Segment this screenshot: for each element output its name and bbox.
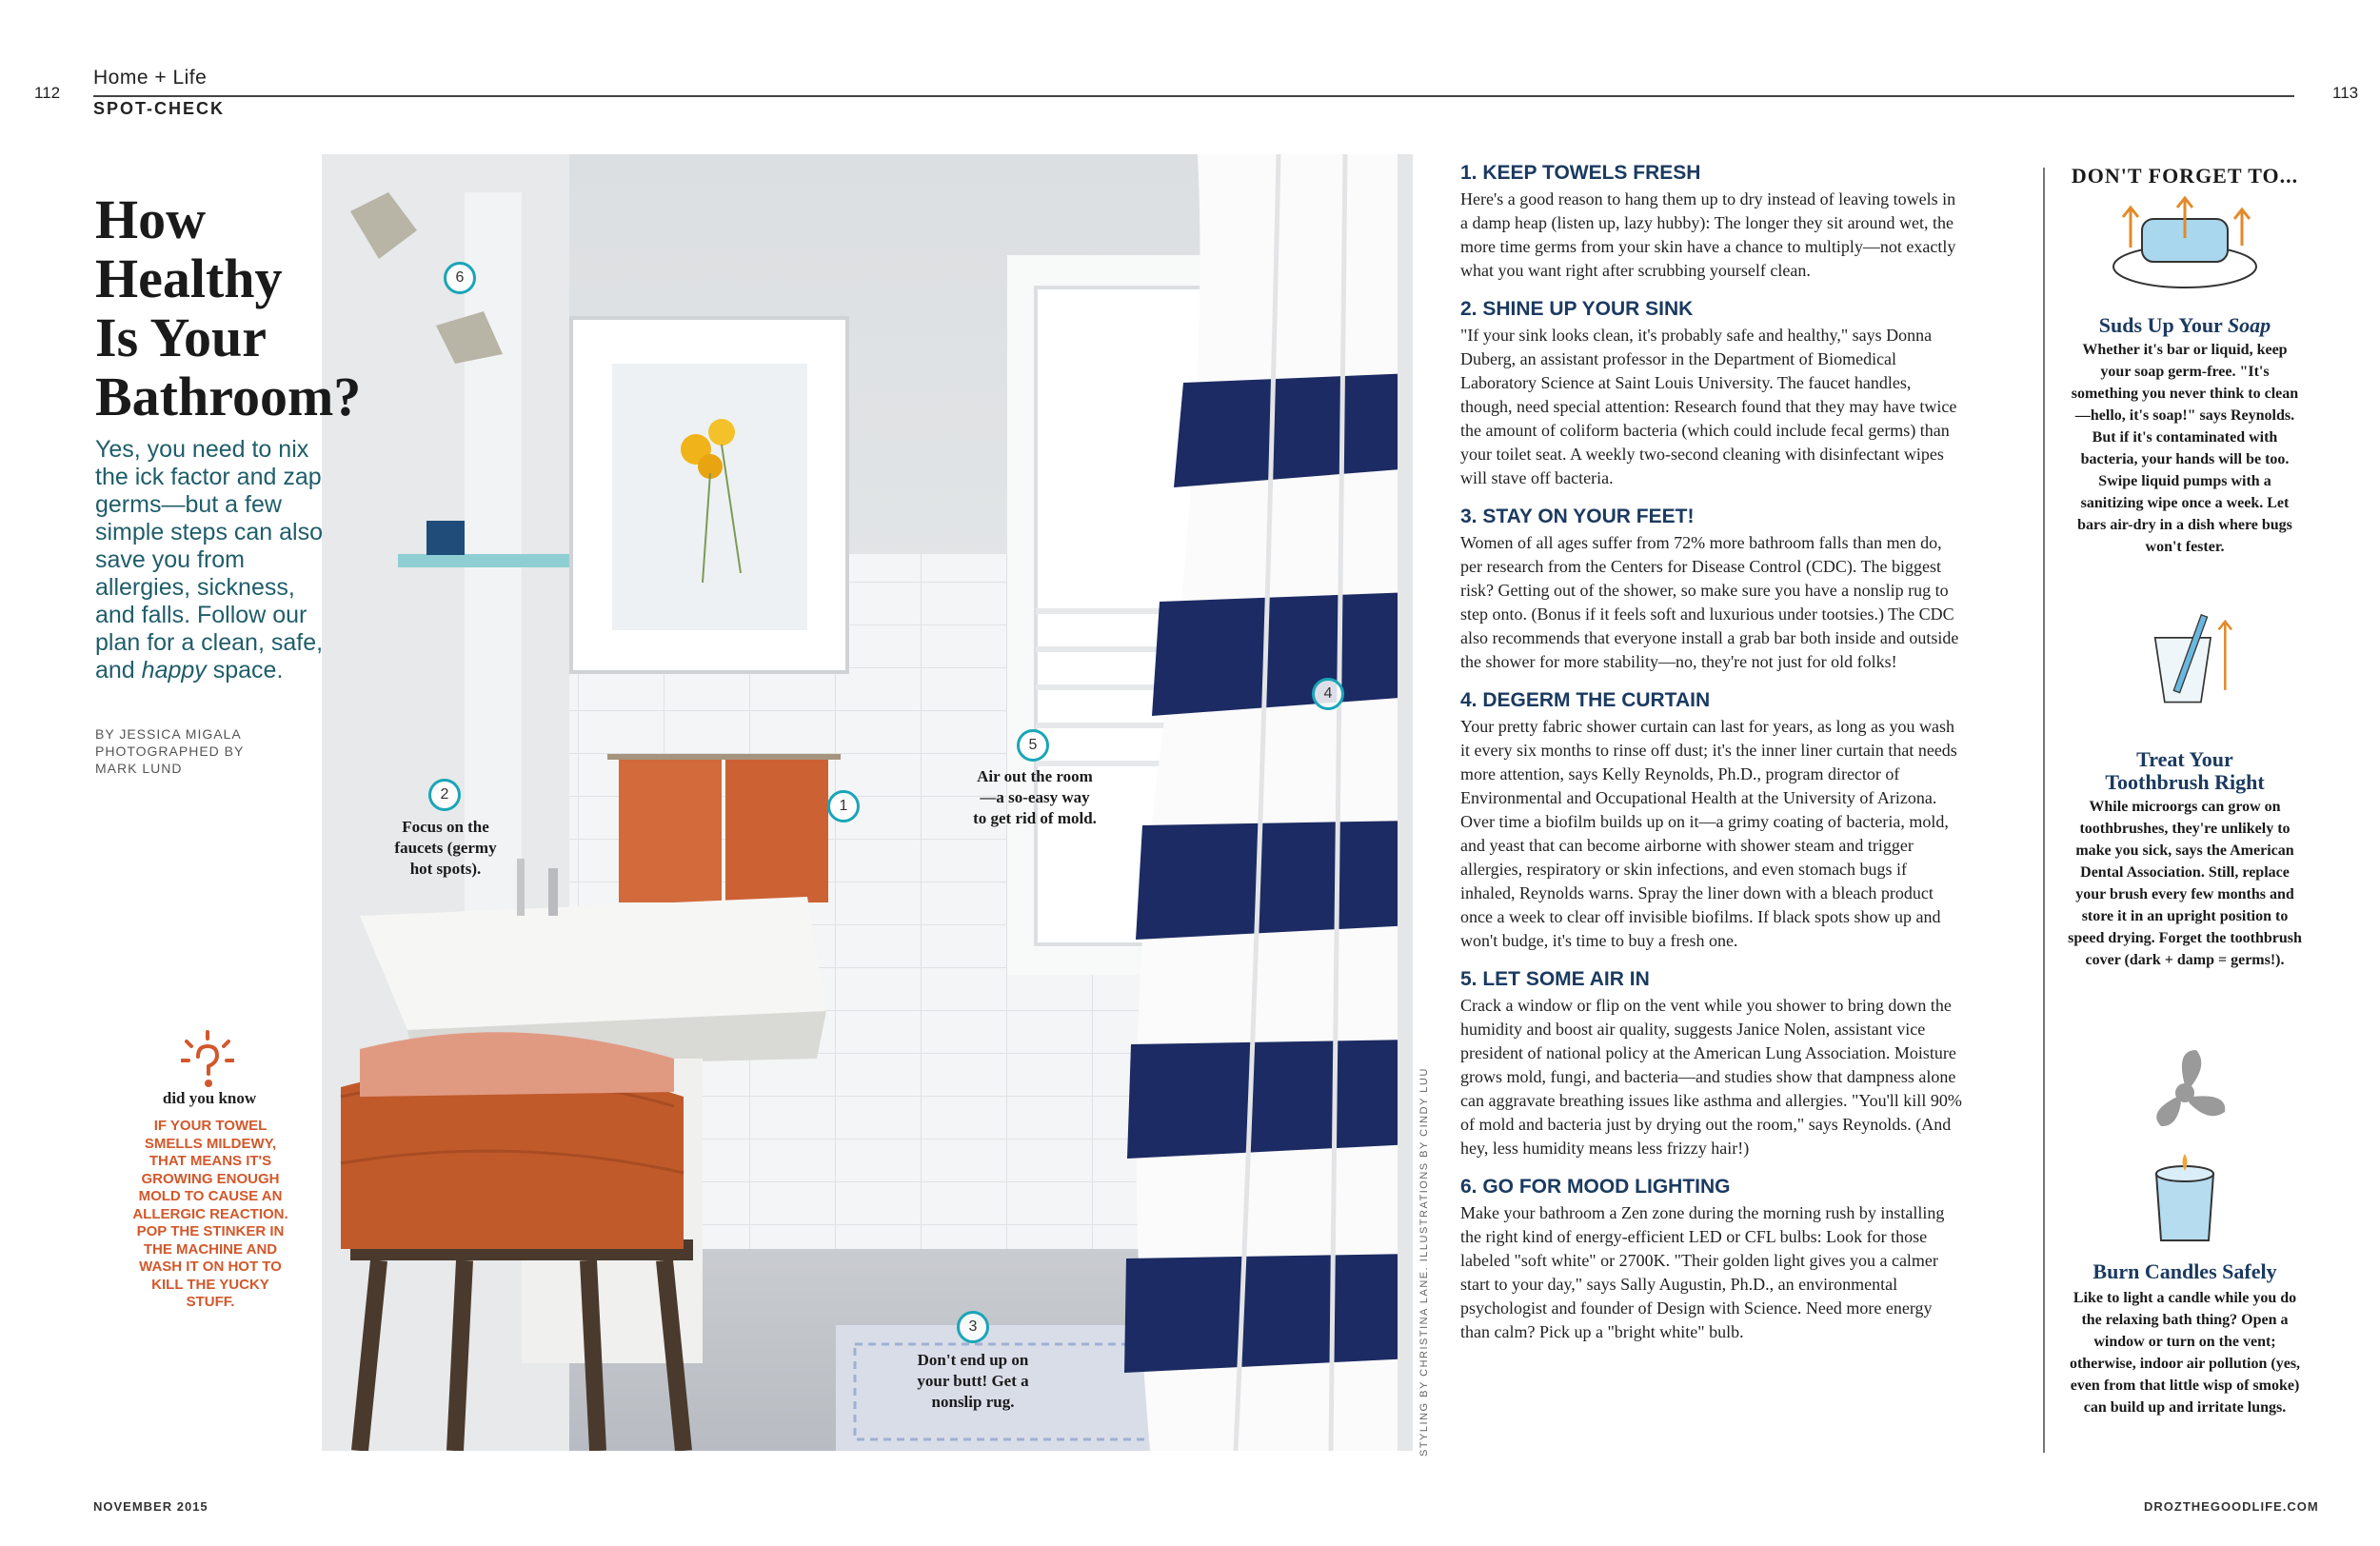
item-heading: 4. DEGERM THE CURTAIN	[1460, 689, 1711, 711]
tip-candles-body: Like to light a candle while you do the relaxing bath thing? Open a window or turn on the vent; otherwise, indoor air pollution (yes, even from that little wisp of smoke) can build up and irritate lungs.	[2069, 1290, 2301, 1416]
header-rule	[93, 95, 2294, 97]
article-item	[1460, 1176, 1963, 1344]
did-you-know-text: IF YOUR TOWEL SMELLS MILDEWY, THAT MEANS IT'S GROWING ENOUGH MOLD TO CAUSE AN ALLERGIC REACTION. POP THE STINKER IN THE MACHINE AND WASH IT ON HOT TO KILL THE YUCKY STUFF.	[132, 1118, 288, 1310]
article-item	[1460, 968, 1963, 1160]
callout-rug: Don't end up on your butt! Get a nonslip rug.	[917, 1351, 1029, 1411]
section-label: Home + Life	[93, 67, 208, 89]
question-lightbulb-icon	[181, 1030, 234, 1089]
dek-text: Yes, you need to nix the ick factor and zap germs—but a few simple steps can also save you from allergies, sickness, and falls. Follow our plan for a clean, safe, and	[95, 436, 324, 684]
article-item	[1460, 162, 1963, 283]
photo-credit: STYLING BY CHRISTINA LANE. ILLUSTRATIONS BY CINDY LUU	[1418, 1067, 1430, 1457]
item-heading: 3. STAY ON YOUR FEET!	[1460, 505, 1695, 527]
subsection-label: SPOT-CHECK	[93, 99, 226, 118]
byline-photo-label: PHOTOGRAPHED BY	[95, 743, 245, 759]
sidebar-title: DON'T FORGET TO...	[2071, 164, 2299, 188]
headline-line: Is Your	[95, 307, 267, 368]
callout-marker-6: 6	[444, 262, 476, 294]
tip-soap-heading-text: Suds Up Your	[2098, 313, 2228, 337]
dek-emphasis: happy	[141, 657, 207, 684]
page-number-left: 112	[34, 84, 61, 102]
callout-marker-2: 2	[428, 779, 461, 811]
callout-marker-4: 4	[1312, 678, 1344, 710]
tip-toothbrush-body: While microorgs can grow on toothbrushes, they're unlikely to make you sick, says the American Dental Association. Still, replace your brush every few months and store it in an upright position to speed drying. Forget the toothbrush cover (dark + damp = germs!).	[2068, 799, 2302, 968]
headline-line: Bathroom?	[95, 366, 362, 427]
footer-url: DROZTHEGOODLIFE.COM	[2144, 1499, 2319, 1514]
tip-soap-heading-emphasis: Soap	[2227, 313, 2271, 337]
item-body: Crack a window or flip on the vent while you shower to bring down the humidity and boost air quality, suggests Janice Nolen, assistant vice president of national policy at the American Lung Association. Moisture grows mold, fungi, and bacteria—and studies show that dampness alone can aggravate breathing issues like asthma and allergies. "You'll kill 90% of mold and bacteria just by drying out the room," says Reynolds. (And hey, less humidity means less frizzy hair!)	[1460, 996, 1962, 1158]
article-body	[1460, 162, 1963, 1359]
toothbrush-icon	[2104, 605, 2266, 710]
tip-toothbrush-heading-line: Toothbrush Right	[2105, 770, 2265, 794]
item-heading: 6. GO FOR MOOD LIGHTING	[1460, 1176, 1731, 1198]
item-heading: 2. SHINE UP YOUR SINK	[1460, 298, 1694, 320]
byline	[95, 725, 324, 777]
soap-icon	[2104, 190, 2266, 295]
item-body: Here's a good reason to hang them up to dry instead of leaving towels in a damp heap (listen up, lazy hubby): The longer they sit around wet, the more time germs from your skin have a chance to multiply—not exactly what you want right after scrubbing yourself clean.	[1460, 189, 1956, 280]
byline-author: BY JESSICA MIGALA	[95, 726, 242, 742]
item-body: Women of all ages suffer from 72% more bathroom falls than men do, per research from the Centers for Disease Control (CDC). The biggest risk? Getting out of the shower, so make sure you have a nonslip rug to step onto. (Bonus if it feels soft and luxurious under tootsies.) The CDC also recommends that everyone install a grab bar both inside and outside the shower for more stability—no, they're not just for old folks!	[1460, 533, 1959, 671]
footer-date: NOVEMBER 2015	[93, 1499, 208, 1514]
article-item	[1460, 505, 1963, 674]
did-you-know-label: did you know	[162, 1089, 257, 1107]
bathroom-illustration	[322, 154, 1413, 1451]
article-item	[1460, 298, 1963, 490]
callout-air: Air out the room—a so-easy way to get rid of mold.	[973, 767, 1097, 827]
dek	[95, 436, 324, 684]
callout-faucets: Focus on the faucets (germy hot spots).	[394, 818, 497, 878]
tip-soap-heading	[2066, 314, 2304, 337]
item-body: Make your bathroom a Zen zone during the morning rush by installing the right kind of energy-efficient LED or CFL bulbs: Look for those labeled "soft white" or 2700K. "Their golden light gives you a calmer start to your day," says Sally Augustin, Ph.D., an environmental psychologist and founder of Design with Science. Need more energy than calm? Pick up a "bright white" bulb.	[1460, 1203, 1945, 1341]
fan-candle-icon	[2104, 1045, 2266, 1255]
tip-toothbrush-heading	[2066, 748, 2304, 794]
tip-candles-heading: Burn Candles Safely	[2092, 1259, 2277, 1283]
item-heading: 1. KEEP TOWELS FRESH	[1460, 162, 1701, 184]
page-number-right: 113	[2332, 84, 2359, 102]
tip-soap-body: Whether it's bar or liquid, keep your soap germ-free. "It's something you never think to clean—hello, it's soap!" says Reynolds. But if it's contaminated with bacteria, your hands will be too. Swipe liquid pumps with a sanitizing wipe once a week. Let bars air-dry in a dish where bugs won't fester.	[2071, 342, 2299, 555]
headline	[95, 190, 419, 426]
byline-photographer: MARK LUND	[95, 761, 183, 776]
callout-marker-1: 1	[827, 790, 860, 823]
item-body: "If your sink looks clean, it's probably safe and healthy," says Donna Duberg, an assistant professor in the Department of Biomedical Laboratory Science at Saint Louis University. The faucet handles, though, need special attention: Research found that they may have twice the amount of coliform bacteria (which could include fecal germs) than your toilet seat. A weekly two-second cleaning with disinfectant wipes will stave off bacteria.	[1460, 326, 1957, 487]
tip-toothbrush-heading-line: Treat Your	[2136, 747, 2233, 771]
sidebar-divider	[2043, 168, 2045, 1453]
bathroom-photo	[322, 154, 1413, 1451]
callout-marker-3: 3	[957, 1311, 989, 1343]
callout-marker-5: 5	[1017, 729, 1049, 762]
headline-line: Healthy	[95, 248, 283, 309]
dek-text-end: space.	[206, 657, 284, 684]
headline-line: How	[95, 188, 206, 250]
item-heading: 5. LET SOME AIR IN	[1460, 968, 1650, 990]
item-body: Your pretty fabric shower curtain can last for years, as long as you wash it every six months to rinse off dust; it's the inner liner curtain that needs more attention, says Kelly Reynolds, Ph.D., program director of Environmental and Occupational Health at the University of Arizona. Over time a biofilm builds up on it—a grimy coating of bacteria, mold, and yeast that can become airborne with shower steam and trigger allergies, respiratory or skin infections, and even stomach bugs if inhaled, Reynolds warns. Spray the liner down with a bleach product once a week to clear off invisible biofilms. If black spots show up and won't budge, it's time to buy a fresh one.	[1460, 717, 1957, 950]
article-item	[1460, 689, 1963, 953]
